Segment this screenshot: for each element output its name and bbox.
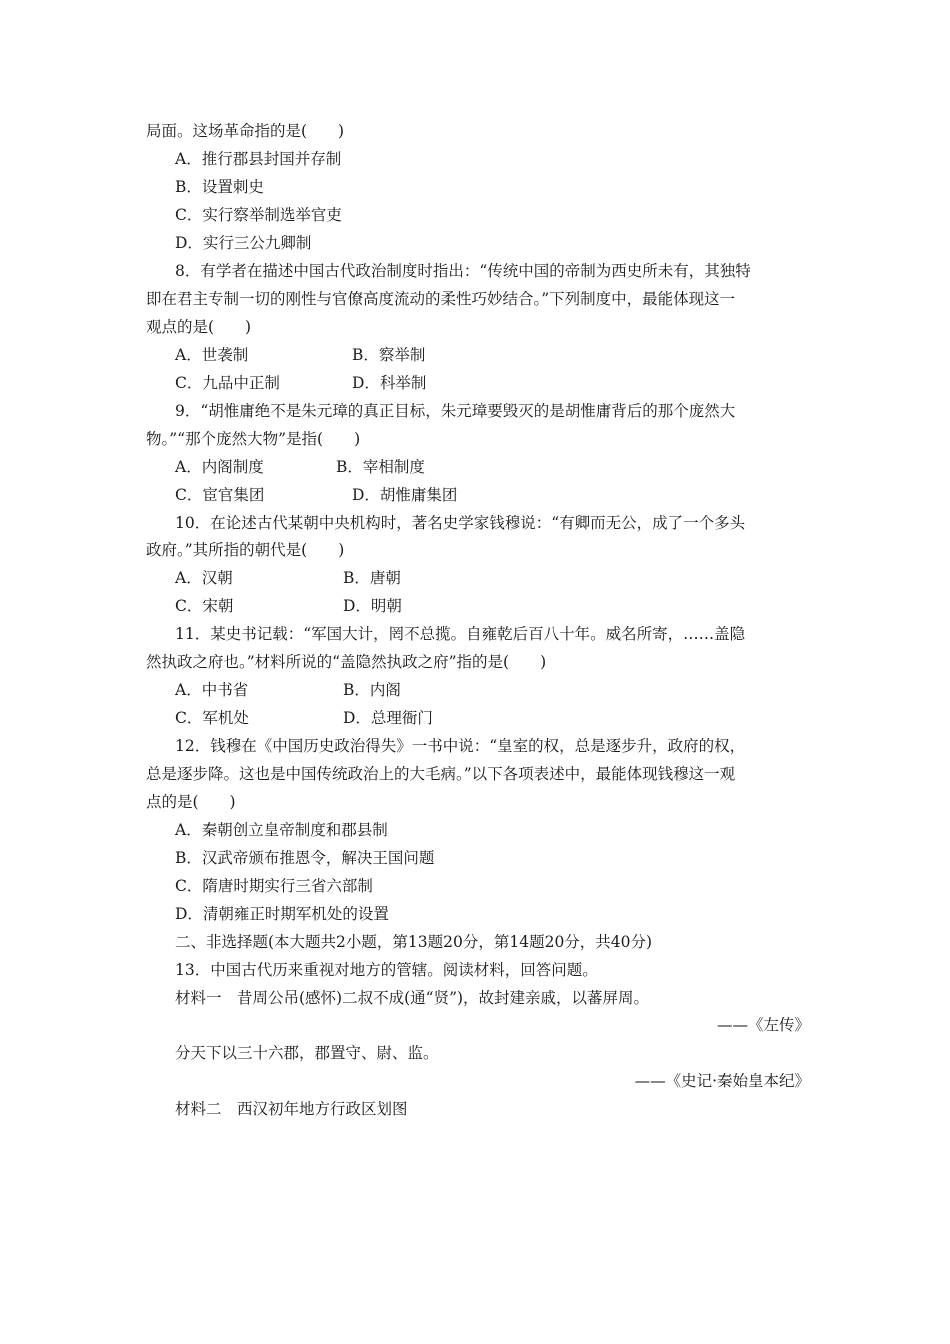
q13-material-1-source: ——《左传》 xyxy=(716,1016,810,1034)
q12-stem-line2: 总是逐步降。这也是中国传统政治上的大毛病。”以下各项表述中，最能体现钱穆这一观 xyxy=(146,765,736,783)
q9-stem-line2: 物。”“那个庞然大物”是指( ) xyxy=(146,430,361,448)
q8-option-c: C．九品中正制 xyxy=(175,374,280,392)
q10-stem-line2: 政府。”其所指的朝代是( ) xyxy=(146,541,345,559)
q12-option-b: B．汉武帝颁布推恩令，解决王国问题 xyxy=(175,849,435,867)
q8-stem-line2: 即在君主专制一切的刚性与官僚高度流动的柔性巧妙结合。”下列制度中，最能体现这一 xyxy=(146,290,736,308)
section-2-heading: 二、非选择题(本大题共2小题，第13题20分，第14题20分，共40分) xyxy=(175,933,653,951)
q10-stem-line1: 10．在论述古代某朝中央机构时，著名史学家钱穆说：“有卿而无公，成了一个多头 xyxy=(175,514,746,532)
q13-material-1: 材料一 昔周公吊(感怀)二叔不成(通“贤”)，故封建亲戚，以蕃屏周。 xyxy=(175,989,650,1007)
q11-stem-line1: 11．某史书记载：“军国大计，罔不总揽。自雍乾后百八十年。威名所寄，……盖隐 xyxy=(175,625,746,643)
q8-option-a: A．世袭制 xyxy=(175,346,249,364)
q9-option-c: C．宦官集团 xyxy=(175,486,265,504)
q12-option-a: A．秦朝创立皇帝制度和郡县制 xyxy=(175,821,388,839)
q8-option-d: D．科举制 xyxy=(352,374,427,392)
q10-option-d: D．明朝 xyxy=(343,597,402,615)
q8-stem-line3: 观点的是( ) xyxy=(146,318,252,336)
q12-option-c: C．隋唐时期实行三省六部制 xyxy=(175,877,373,895)
q13-material-1b: 分天下以三十六郡，郡置守、尉、监。 xyxy=(175,1044,439,1062)
q8-stem-line1: 8．有学者在描述中国古代政治制度时指出：“传统中国的帝制为西史所未有，其独特 xyxy=(175,262,751,280)
q11-option-b: B．内阁 xyxy=(343,681,401,699)
q13-material-1b-source: ——《史记·秦始皇本纪》 xyxy=(634,1072,810,1090)
q9-option-a: A．内阁制度 xyxy=(175,458,264,476)
q9-option-d: D．胡惟庸集团 xyxy=(352,486,458,504)
q11-option-d: D．总理衙门 xyxy=(343,709,433,727)
q12-stem-line3: 点的是( ) xyxy=(146,793,236,811)
question-7-stem-end: 局面。这场革命指的是( ) xyxy=(146,122,345,140)
q10-option-c: C．宋朝 xyxy=(175,597,234,615)
q10-option-a: A．汉朝 xyxy=(175,569,233,587)
q8-option-b: B．察举制 xyxy=(352,346,426,364)
q7-option-b: B．设置刺史 xyxy=(175,178,264,196)
q12-option-d: D．清朝雍正时期军机处的设置 xyxy=(175,905,389,923)
q11-option-a: A．中书省 xyxy=(175,681,249,699)
q11-stem-line2: 然执政之府也。”材料所说的“盖隐然执政之府”指的是( ) xyxy=(146,653,547,671)
q9-stem-line1: 9．“胡惟庸绝不是朱元璋的真正目标，朱元璋要毁灭的是胡惟庸背后的那个庞然大 xyxy=(175,402,736,420)
q7-option-a: A．推行郡县封国并存制 xyxy=(175,150,342,168)
q11-option-c: C．军机处 xyxy=(175,709,249,727)
q7-option-d: D．实行三公九卿制 xyxy=(175,234,312,252)
q10-option-b: B．唐朝 xyxy=(343,569,401,587)
q9-option-b: B．宰相制度 xyxy=(336,458,425,476)
q13-material-2: 材料二 西汉初年地方行政区划图 xyxy=(175,1100,408,1118)
q13-stem: 13．中国古代历来重视对地方的管辖。阅读材料，回答问题。 xyxy=(175,961,598,979)
q12-stem-line1: 12．钱穆在《中国历史政治得失》一书中说：“皇室的权，总是逐步升，政府的权， xyxy=(175,737,746,755)
q7-option-c: C．实行察举制选举官吏 xyxy=(175,206,342,224)
